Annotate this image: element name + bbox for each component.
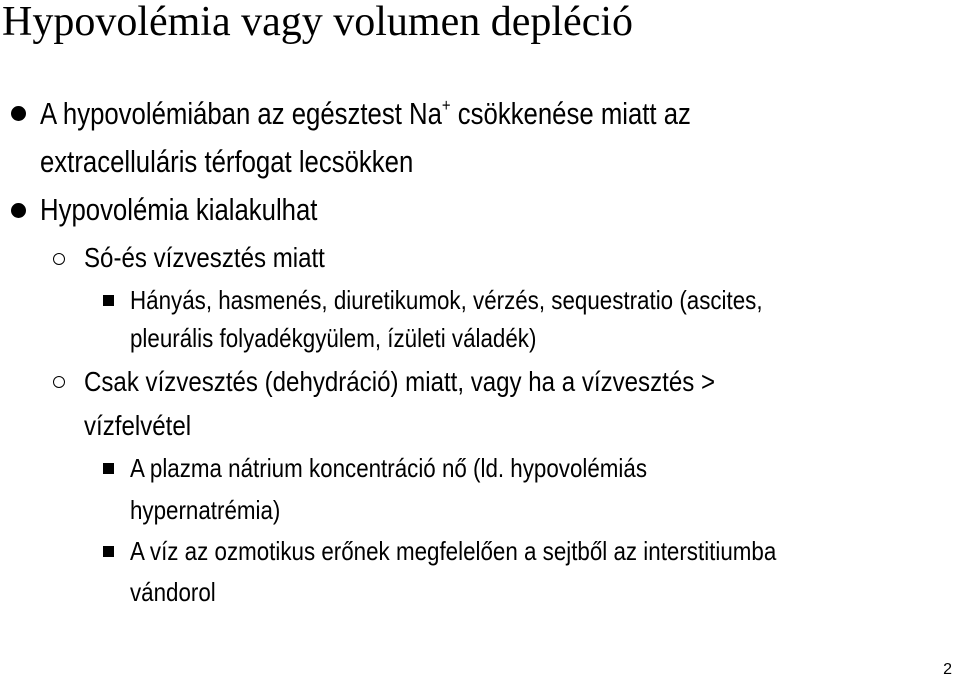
bullet-text: Hypovolémia kialakulhat [40, 192, 318, 227]
page-number: 2 [943, 661, 952, 678]
bullet-text-part: csökkenése miatt az [450, 96, 691, 131]
sub-sub-bullet-text-continuation: hypernatrémia) [130, 495, 281, 525]
bullet-text-part: A hypovolémiában az egésztest Na [40, 96, 442, 131]
bullet-disc-icon [11, 203, 26, 218]
bullet-square-icon [103, 546, 114, 557]
sub-bullet-text: Só-és vízvesztés miatt [84, 242, 325, 273]
sub-sub-bullet-text-continuation: pleurális folyadékgyülem, ízületi váladék) [130, 323, 537, 353]
bullet-text [40, 97, 691, 135]
bullet-square-icon [103, 463, 114, 474]
sub-sub-bullet-text-continuation: vándorol [130, 577, 216, 607]
slide-title: Hypovolémia vagy volumen depléció [2, 0, 634, 45]
sub-sub-bullet-text: Hányás, hasmenés, diuretikumok, vérzés, sequestratio (ascites, [130, 285, 763, 315]
sub-sub-bullet-text: A víz az ozmotikus erőnek megfelelően a sejtből az interstitiumba [130, 536, 777, 566]
bullet-disc-icon [11, 106, 26, 121]
bullet-text-continuation: extracelluláris térfogat lecsökken [40, 144, 414, 179]
sub-bullet-text-continuation: vízfelvétel [84, 410, 192, 441]
bullet-ring-icon [53, 253, 65, 265]
sub-bullet-text: Csak vízvesztés (dehydráció) miatt, vagy ha a vízvesztés > [84, 366, 716, 397]
superscript-plus: + [441, 95, 451, 116]
bullet-square-icon [103, 295, 114, 306]
sub-sub-bullet-text: A plazma nátrium koncentráció nő (ld. hypovolémiás [130, 453, 648, 483]
bullet-ring-icon [53, 376, 65, 388]
